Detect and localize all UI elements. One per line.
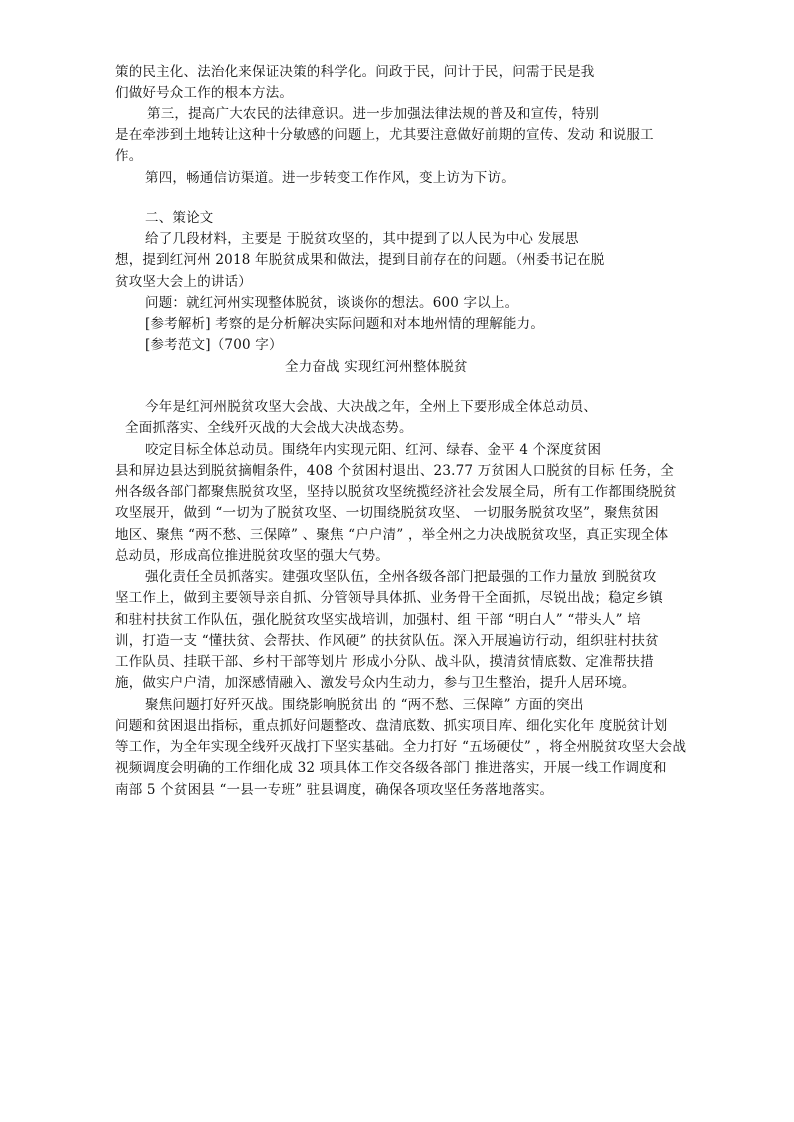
- paragraph-line: 全面抓落实、全线歼灭战的大会战大决战态势。: [125, 420, 413, 436]
- paragraph-line: 们做好号众工作的根本方法。: [115, 85, 294, 101]
- paragraph-line: 总动员，形成高位推进脱贫攻坚的强大气势。: [115, 548, 389, 564]
- paragraph-line: 贫攻坚大会上的讲话）: [115, 274, 252, 290]
- paragraph-line: 策的民主化、法治化来保证决策的科学化。问政于民，问计于民，问需于民是我: [115, 64, 595, 80]
- paragraph-line: 县和屏边县达到脱贫摘帽条件，408 个贫困村退出、23.77 万贫困人口脱贫的目标 任务，全: [115, 463, 674, 479]
- paragraph-line: 训，打造一支 “懂扶贫、会帮扶、作风硬” 的扶贫队伍。深入开展遍访行动，组织驻村扶贫: [115, 633, 659, 649]
- paragraph-line: 咬定目标全体总动员。围绕年内实现元阳、红河、绿春、金平 4 个深度贫困: [145, 442, 602, 458]
- paragraph-line: [参考解析] 考察的是分析解决实际问题和对本地州情的理解能力。: [145, 316, 545, 332]
- paragraph-line: 坚工作上，做到主要领导亲自抓、分管领导具体抓、业务骨干全面抓，尽锐出战；稳定乡镇: [115, 590, 663, 606]
- paragraph-line: 南部 5 个贫困县 “一县一专班” 驻县调度，确保各项攻坚任务落地落实。: [115, 782, 554, 798]
- paragraph-line: 攻坚展开，做到 “一切为了脱贫攻坚、一切围绕脱贫攻坚、 一切服务脱贫攻坚”，聚焦贫困: [115, 505, 659, 521]
- paragraph-line: 等工作，为全年实现全线歼灭战打下坚实基础。全力打好 “五场硬仗” ，将全州脱贫攻坚大会战: [115, 739, 687, 755]
- paragraph-line: 强化责任全员抓落实。建强攻坚队伍，全州各级各部门把最强的工作力量放 到脱贫攻: [145, 569, 657, 585]
- paragraph-line: 问题：就红河州实现整体脱贫，谈谈你的想法。600 字以上。: [145, 295, 519, 311]
- essay-title: 全力奋战 实现红河州整体脱贫: [285, 359, 468, 375]
- paragraph-line: 和驻村扶贫工作队伍，强化脱贫攻坚实战培训，加强村、组 干部 “明白人” “带头人” 培: [115, 612, 641, 628]
- paragraph-line: 第三，提高广大农民的法律意识。进一步加强法律法规的普及和宣传，特别: [147, 106, 600, 122]
- section-heading: 二、策论文: [145, 210, 214, 226]
- paragraph-line: 作。: [115, 148, 143, 164]
- paragraph-line: 州各级各部门都聚焦脱贫攻坚，坚持以脱贫攻坚统揽经济社会发展全局，所有工作都围绕脱贫: [115, 484, 677, 500]
- paragraph-line: 视频调度会明确的工作细化成 32 项具体工作交各级各部门 推进落实，开展一线工作调度和: [115, 760, 667, 776]
- paragraph-line: 工作队员、挂联干部、乡村干部等划片 形成小分队、战斗队，摸清贫情底数、定准帮扶措: [115, 654, 654, 670]
- paragraph-line: 地区、聚焦 “两不愁、三保障” 、聚焦 “户户清” ，举全州之力决战脱贫攻坚，真正实现全体: [115, 527, 669, 543]
- paragraph-line: 第四，畅通信访渠道。进一步转变工作作风，变上访为下访。: [145, 170, 515, 186]
- paragraph-line: 给了几段材料，主要是 于脱贫攻坚的，其中提到了以人民为中心 发展思: [145, 231, 579, 247]
- paragraph-line: 施，做实户户清，加深感情融入、激发号众内生动力，参与卫生整治，提升人居环境。: [115, 675, 636, 691]
- paragraph-line: 是在牵涉到土地转让这种十分敏感的问题上，尤其要注意做好前期的宣传、发动 和说服工: [115, 127, 654, 143]
- paragraph-line: [参考范文]（700 字）: [145, 337, 283, 353]
- paragraph-line: 想，提到红河州 2018 年脱贫成果和做法，提到目前存在的问题。（州委书记在脱: [115, 252, 605, 268]
- paragraph-line: 聚焦问题打好歼灭战。围绕影响脱贫出 的 “两不愁、三保障” 方面的突出: [145, 697, 584, 713]
- paragraph-line: 问题和贫困退出指标，重点抓好问题整改、盘清底数、抓实项目库、细化实化年 度脱贫计划: [115, 718, 668, 734]
- paragraph-line: 今年是红河州脱贫攻坚大会战、大决战之年，全州上下要形成全体总动员、: [145, 399, 598, 415]
